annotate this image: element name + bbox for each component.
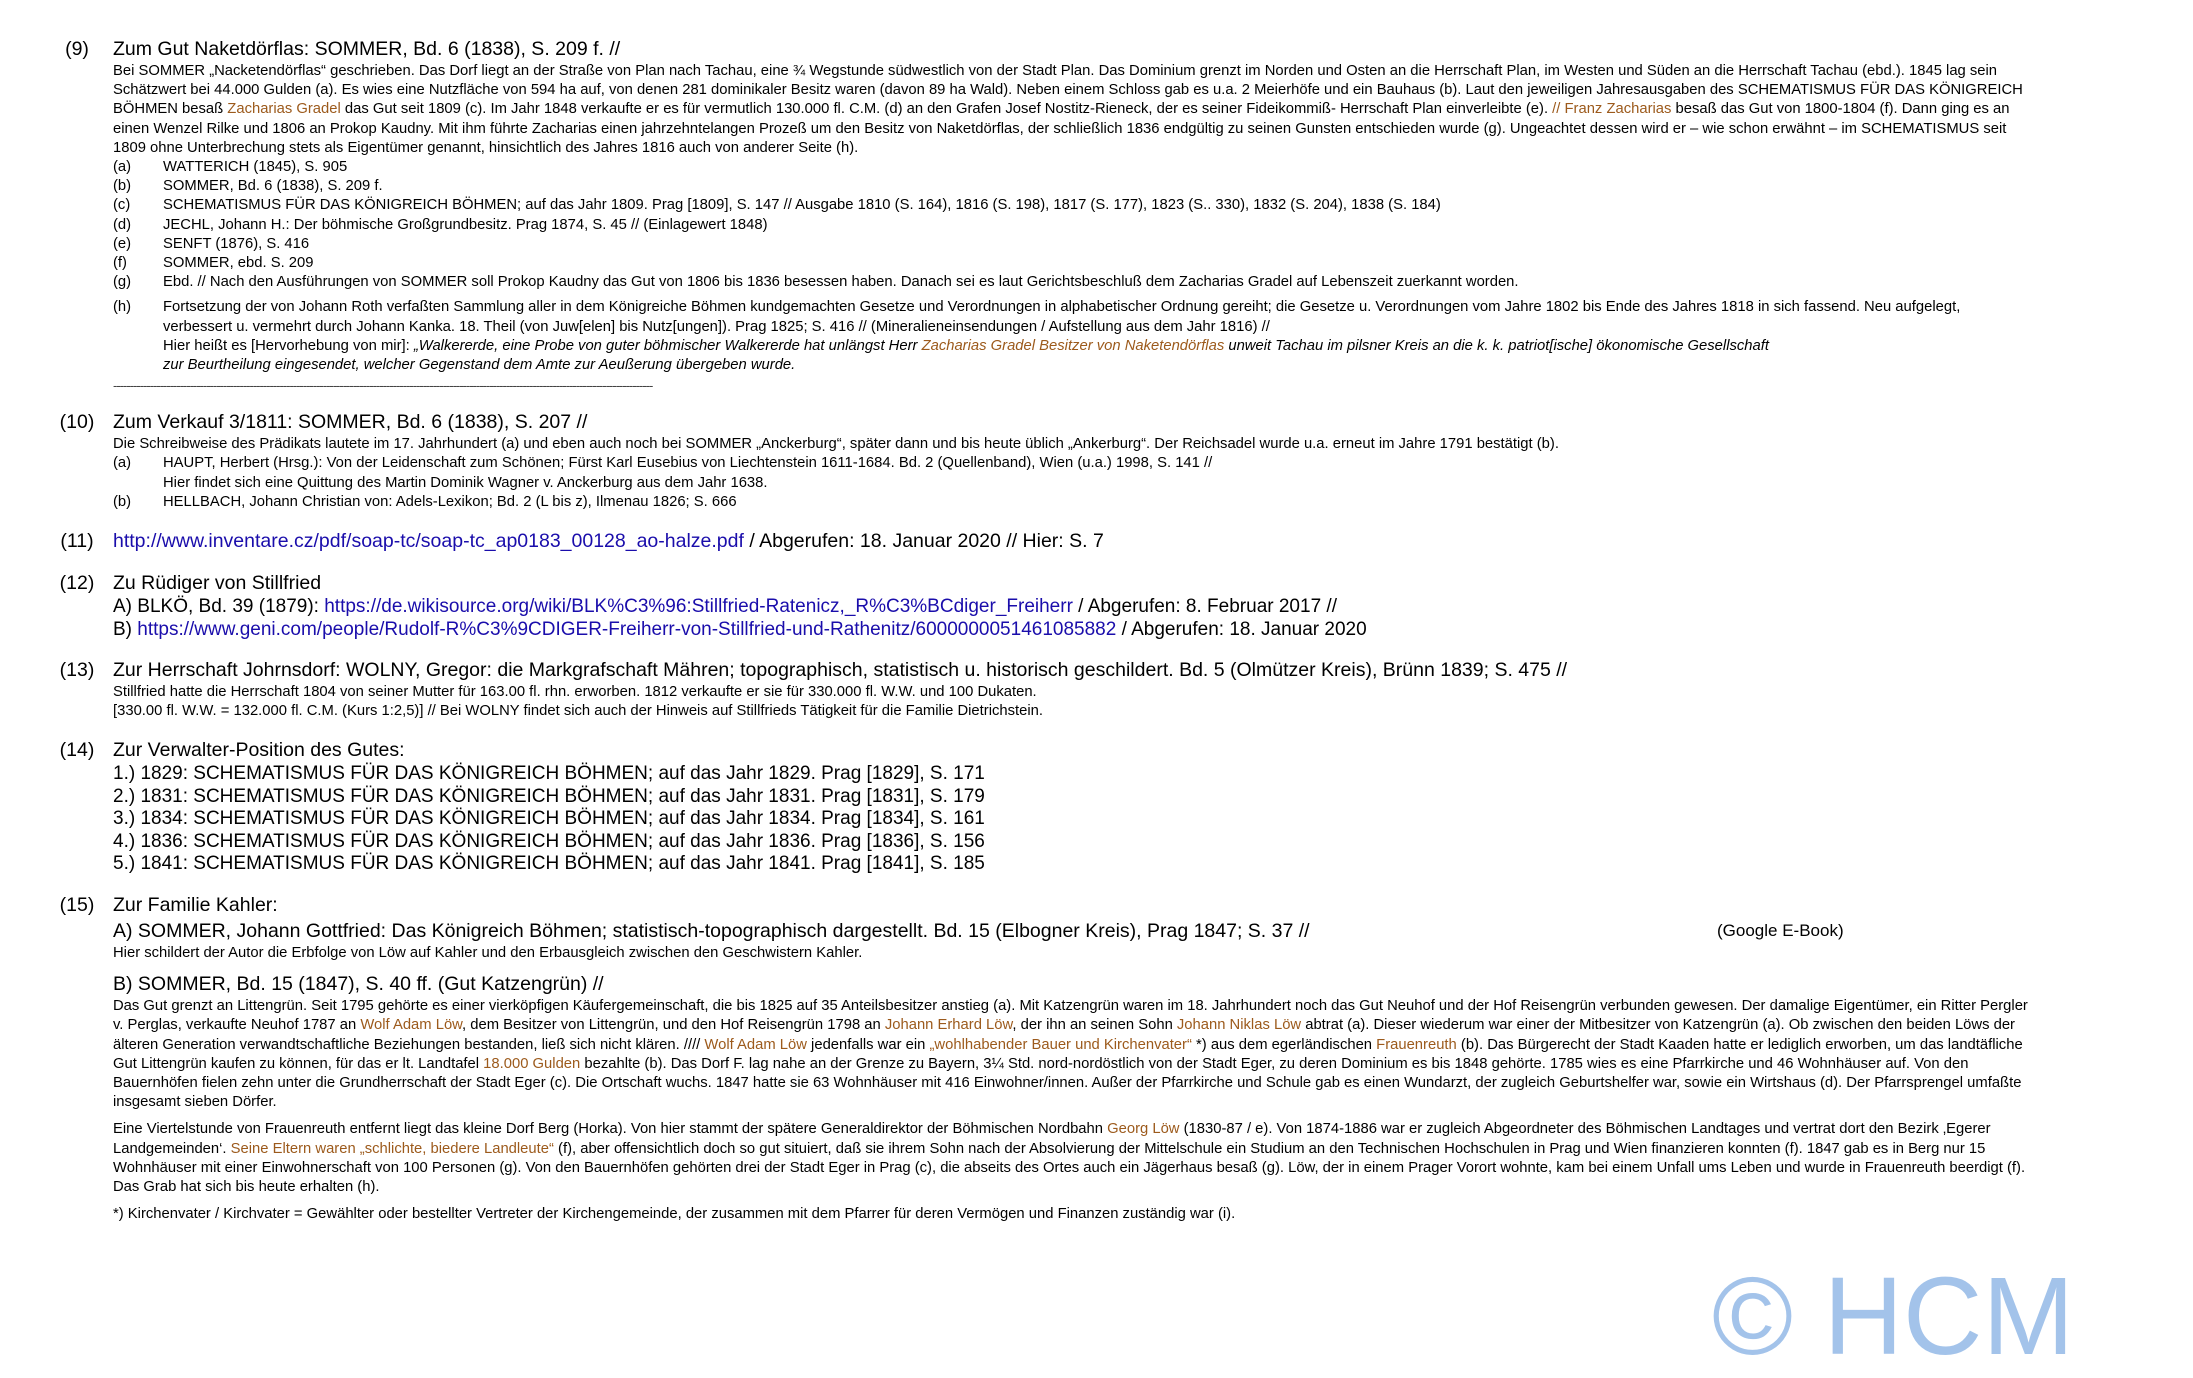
person-name: // Franz Zacharias bbox=[1552, 101, 1672, 118]
note-paragraph: Die Schreibweise des Prädikats lautete im 17. Jahrhundert (a) und eben auch noch bei SOMMER „Anckerburg“, später dann und bis heute üblich „Ankerburg“. Der Reichsadel wurde u.a. erneut im Jahre 1791 bestätigt (b). bbox=[113, 436, 1559, 453]
note-number: (10) bbox=[59, 411, 95, 434]
note-paragraph: Das Gut grenzt an Littengrün. Seit 1795 gehörte es einer vierköpfigen Käufergemeinschaft, die bis 1825 auf 35 Anteilsbesitzer anstieg (a). Mit Katzengrün waren im 18. Jahrhundert noch das Gut Neuhof und der Hof Reisengrün verbunden gewesen. Der damalige Eigentümer, ein Ritter Pergler v. Perglas, verkaufte Neuhof 1787 an Wolf Adam Löw, dem Besitzer von Littengrün, und den Hof Reisengrün 1798 an Johann Erhard Löw, der ihn an seinen Sohn Johann Niklas Löw abtrat (a). Dieser wiederum war einer der Mitbesitzer von Katzengrün (a). Ob zwischen den beiden Löws der älteren Generation verwandtschaftliche Beziehungen bestanden, ließ sich nicht klären. //// Wolf Adam Löw jedenfalls war ein „wohlhabender Bauer und Kirchenvater“ *) aus dem egerländischen Frauenreuth (b). Das Bürgerecht der Stadt Kaaden hatte er lediglich erworben, um das landtäfliche Gut Littengrün kaufen zu können, für das er lt. Landtafel 18.000 Gulden bezahlte (b). Das Dorf F. lag nahe an der Grenze zu Bayern, 3¼ Std. nord-nordöstlich von der Stadt Eger, zu deren Dominium es bis 1848 gehörte. 1785 wies es eine Pfarrkirche und 46 Wohnhäuser auf. Von den Bauernhöfen fielen zehn unter die Grundherrschaft der Stadt Eger (c). Die Ortschaft wuchs. 1847 hatte sie 63 Wohnhäuser mit 416 Einwohner/innen. Außer der Pfarrkirche und Schule gab es einen Wundarzt, der zugleich Geburtshelfer war, sowie ein Wirtshaus (d). Der Pfarrsprengel umfaßte insgesamt sieben Dörfer. bbox=[113, 998, 2028, 1111]
reference-text: Fortsetzung der von Johann Roth verfaßten Sammlung aller in dem Königreiche Böhmen kundgemachten Gesetze und Verordnungen in alphabetischer Ordnung gereiht; die Gesetze u. Verordnungen vom Jahre 1802 bis Ende des Jahres 1818 in sich fassend. Neu aufgelegt, verbessert u. vermehrt durch Johann Kanka. 18. Theil (von Juw[elen] bis Nutz[ungen]). Prag 1825; S. 416 // (Mineralieneinsendungen / Aufstellung aus dem Jahr 1816) // bbox=[163, 299, 1961, 335]
reference-item: (b) SOMMER, Bd. 6 (1838), S. 209 f. bbox=[113, 178, 383, 195]
source-line: A) BLKÖ, Bd. 39 (1879): https://de.wikisource.org/wiki/BLK%C3%96:Stillfried-Ratenicz,_R%C3%BCdiger_Freiherr / Abgerufen: 8. Februar 2017 // bbox=[113, 596, 1337, 618]
reference-item: (h) Fortsetzung der von Johann Roth verfaßten Sammlung aller in dem Königreiche Böhmen kundgemachten Gesetze und Verordnungen in alphabetischer Ordnung gereiht; die Gesetze u. Verordnungen vom Jahre 1802 bis Ende des Jahres 1818 in sich fassend. Neu aufgelegt, verbessert u. vermehrt durch Johann Kanka. 18. Theil (von Juw[elen] bis Nutz[ungen]). Prag 1825; S. 416 // (Mineralieneinsendungen / Aufstellung aus dem Jahr 1816) // Hier heißt es [Hervorhebung von mir]: „Walkererde, eine Probe von guter böhmischer Walkererde hat unlängst Herr Zacharias Gradel Besitzer von Naketendörflas unweit Tachau im pilsner Kreis an die k. k. patriot[ische] ökonomische Gesellschaft zur Beurtheilung eingesendet, welcher Gegenstand dem Amte zur Aeußerung übergeben wurde. bbox=[113, 299, 1961, 374]
list-item: 5.) 1841: SCHEMATISMUS FÜR DAS KÖNIGREICH BÖHMEN; auf das Jahr 1841. Prag [1841], S. 185 bbox=[113, 853, 985, 875]
person-name: Zacharias Gradel bbox=[227, 101, 341, 118]
note-11: (11) http://www.inventare.cz/pdf/soap-tc/soap-tc_ap0183_00128_ao-halze.pdf / Abgerufen: 18. Januar 2020 // Hier: S. 7 bbox=[0, 528, 2193, 554]
subsource-heading: B) SOMMER, Bd. 15 (1847), S. 40 ff. (Gut Katzengrün) // bbox=[113, 973, 604, 996]
reference-item: (a) HAUPT, Herbert (Hrsg.): Von der Leidenschaft zum Schönen; Fürst Karl Eusebius von Liechtenstein 1611-1684. Bd. 2 (Quellenband), Wien (u.a.) 1998, S. 141 // bbox=[113, 455, 1213, 472]
reference-item: (a) WATTERICH (1845), S. 905 bbox=[113, 159, 348, 176]
note-paragraph: Bei SOMMER „Nacketendörflas“ geschrieben. Das Dorf liegt an der Straße von Plan nach Tachau, eine ¾ Wegstunde südwestlich von der Stadt Plan. Das Dominium grenzt im Norden und Osten an die Herrschaft Plan, im Westen und Süden an die Herrschaft Tachau (ebd.). 1845 lag sein Schätzwert bei 44.000 Gulden (a). Es wies eine Nutzfläche von 594 ha auf, von denen 281 dominikaler Besitz waren (davon 89 ha Wald). Neben einem Schloss gab es u.a. 2 Meierhöfe und ein Bauhaus (b). Laut den jeweiligen Jahresausgaben des SCHEMATISMUS FÜR DAS KÖNIGREICH BÖHMEN besaß Zacharias Gradel das Gut seit 1809 (c). Im Jahr 1848 verkaufte er es für vermutlich 130.000 fl. C.M. (d) an den Grafen Josef Nostitz-Rieneck, der es seiner Fideikommiß- Herrschaft Plan einverleibte (e). // Franz Zacharias besaß das Gut von 1800-1804 (f). Dann ging es an einen Wenzel Rilke und 1806 an Prokop Kaudny. Mit ihm führte Zacharias einen jahrzehntelangen Prozeß um den Besitz von Naketdörflas, der schließlich 1836 endgültig zu seinen Gunsten entschieden wurde (g). Ungeachtet dessen wird er – wie schon erwähnt – im SCHEMATISMUS seit 1809 ohne Unterbrechung stets als Eigentümer genannt, hinsichtlich des Jahres 1816 auch von anderer Seite (h). bbox=[113, 63, 2023, 156]
note-paragraph: Hier schildert der Autor die Erbfolge von Löw auf Kahler und den Erbausgleich zwischen den Geschwistern Kahler. bbox=[113, 944, 863, 961]
note-number: (15) bbox=[59, 893, 95, 916]
reference-item: (c) SCHEMATISMUS FÜR DAS KÖNIGREICH BÖHMEN; auf das Jahr 1809. Prag [1809], S. 147 // Ausgabe 1810 (S. 164), 1816 (S. 198), 1817 (S. 177), 1823 (S.. 330), 1832 (S. 204), 1838 (S. 184) bbox=[113, 197, 1441, 214]
note-14 bbox=[0, 737, 2193, 876]
footnote: *) Kirchenvater / Kirchvater = Gewählter oder bestellter Vertreter der Kirchengemeinde, der zusammen mit dem Pfarrer für deren Vermögen und Finanzen zuständig war (i). bbox=[113, 1206, 1236, 1223]
source-link[interactable]: http://www.inventare.cz/pdf/soap-tc/soap-tc_ap0183_00128_ao-halze.pdf bbox=[113, 530, 744, 553]
person-name: Wolf Adam Löw bbox=[704, 1036, 807, 1053]
quote: „Walkererde, eine Probe von guter böhmischer Walkererde hat unlängst Herr bbox=[413, 337, 922, 354]
note-heading: Zur Verwalter-Position des Gutes: bbox=[113, 739, 405, 762]
source-link[interactable]: https://www.geni.com/people/Rudolf-R%C3%9CDIGER-Freiherr-von-Stillfried-und-Rathenitz/6000000051461085882 bbox=[137, 618, 1117, 640]
note-number: (9) bbox=[65, 38, 89, 60]
list-item: 1.) 1829: SCHEMATISMUS FÜR DAS KÖNIGREICH BÖHMEN; auf das Jahr 1829. Prag [1829], S. 171 bbox=[113, 763, 985, 785]
note-heading: Zur Familie Kahler: bbox=[113, 893, 278, 916]
note-9 bbox=[0, 36, 2193, 393]
place-name: Frauenreuth bbox=[1376, 1036, 1457, 1053]
note-paragraph: Stillfried hatte die Herrschaft 1804 von seiner Mutter für 163.00 fl. rhn. erworben. 1812 verkaufte er sie für 330.000 fl. W.W. und 100 Dukaten. bbox=[113, 684, 1037, 701]
note-number: (13) bbox=[59, 659, 95, 682]
quote: Seine Eltern waren „schlichte, biedere Landleute“ bbox=[230, 1140, 554, 1157]
note-10 bbox=[0, 409, 2193, 512]
person-name: Georg Löw bbox=[1107, 1121, 1180, 1138]
copyright-watermark: © HCM bbox=[1712, 1255, 2075, 1378]
reference-item: (f) SOMMER, ebd. S. 209 bbox=[113, 255, 314, 272]
source-line: B) https://www.geni.com/people/Rudolf-R%C3%9CDIGER-Freiherr-von-Stillfried-und-Rathenitz/6000000051461085882 / Abgerufen: 18. Januar 2020 bbox=[113, 618, 1367, 640]
note-heading: Zur Herrschaft Johrnsdorf: WOLNY, Gregor: die Markgrafschaft Mähren; topographisch, statistisch u. historisch geschildert. Bd. 5 (Olmützer Kreis), Brünn 1839; S. 475 // bbox=[113, 659, 1568, 682]
person-name: Johann Niklas Löw bbox=[1176, 1017, 1302, 1034]
note-paragraph: Eine Viertelstunde von Frauenreuth entfernt liegt das kleine Dorf Berg (Horka). Von hier stammt der spätere Generaldirektor der Böhmischen Nordbahn Georg Löw (1830-87 / e). Von 1874-1886 war er zugleich Abgeordneter des Böhmischen Landtages und vertrat dort den Bezirk ‚Egerer Landgemeinden‘. Seine Eltern waren „schlichte, biedere Landleute“ (f), aber offensichtlich doch so gut situiert, daß sie ihrem Sohn nach der Absolvierung der Mittelschule ein Studium an den Technischen Hochschulen in Prag und Wien finanzieren konnten (f). 1847 gab es in Berg nur 15 Wohnhäuser mit einer Einwohnerschaft von 100 Personen (g). Von den Bauernhöfen gehörten drei der Stadt Eger in Prag (c), die abseits des Ortes auch ein Jägerhaus besaß (g). Löw, der in einem Prager Vorort wohnte, kam bei einem Unfall ums Leben und wurde in Frauenreuth beerdigt (f). Das Grab hat sich bis heute erhalten (h). bbox=[113, 1121, 2026, 1195]
person-name: Johann Erhard Löw bbox=[884, 1017, 1013, 1034]
list-item: 4.) 1836: SCHEMATISMUS FÜR DAS KÖNIGREICH BÖHMEN; auf das Jahr 1836. Prag [1836], S. 156 bbox=[113, 830, 985, 852]
document bbox=[0, 36, 2193, 1240]
quote: „wohlhabender Bauer und Kirchenvater“ bbox=[929, 1036, 1192, 1053]
person-name: Zacharias Gradel Besitzer von Naketendörflas bbox=[921, 337, 1225, 354]
note-heading: Zum Verkauf 3/1811: SOMMER, Bd. 6 (1838), S. 207 // bbox=[113, 411, 588, 434]
note-15 bbox=[0, 892, 2193, 1224]
list-item: 2.) 1831: SCHEMATISMUS FÜR DAS KÖNIGREICH BÖHMEN; auf das Jahr 1831. Prag [1831], S. 179 bbox=[113, 785, 985, 807]
subsource-heading: A) SOMMER, Johann Gottfried: Das Königreich Böhmen; statistisch-topographisch dargestellt. Bd. 15 (Elbogner Kreis), Prag 1847; S. 37 // (Google E-Book) bbox=[113, 919, 1844, 942]
reference-continuation: Hier findet sich eine Quittung des Martin Dominik Wagner v. Anckerburg aus dem Jahr 1638. bbox=[163, 474, 768, 491]
amount: 18.000 Gulden bbox=[483, 1055, 581, 1072]
reference-item: (b) HELLBACH, Johann Christian von: Adels-Lexikon; Bd. 2 (L bis z), Ilmenau 1826; S. 666 bbox=[113, 493, 737, 510]
person-name: Wolf Adam Löw bbox=[360, 1017, 463, 1034]
list-item: 3.) 1834: SCHEMATISMUS FÜR DAS KÖNIGREICH BÖHMEN; auf das Jahr 1834. Prag [1834], S. 161 bbox=[113, 808, 985, 830]
reference-item: (g) Ebd. // Nach den Ausführungen von SOMMER soll Prokop Kaudny das Gut von 1806 bis 1836 besessen haben. Danach sei es laut Gerichtsbeschluß dem Zacharias Gradel auf Lebenszeit zuerkannt worden. bbox=[113, 274, 1519, 291]
google-ebook-label: (Google E-Book) bbox=[1717, 920, 1844, 940]
note-12 bbox=[0, 570, 2193, 641]
note-heading: Zu Rüdiger von Stillfried bbox=[113, 572, 322, 595]
note-paragraph: [330.00 fl. W.W. = 132.000 fl. C.M. (Kurs 1:2,5)] // Bei WOLNY findet sich auch der Hinweis auf Stillfrieds Tätigkeit für die Familie Dietrichstein. bbox=[113, 703, 1043, 720]
note-number: (12) bbox=[59, 572, 95, 595]
source-link[interactable]: https://de.wikisource.org/wiki/BLK%C3%96:Stillfried-Ratenicz,_R%C3%BCdiger_Freiherr bbox=[324, 596, 1073, 618]
note-13 bbox=[0, 657, 2193, 721]
note-number: (14) bbox=[59, 739, 95, 762]
note-heading: Zum Gut Naketdörflas: SOMMER, Bd. 6 (1838), S. 209 f. // bbox=[113, 38, 621, 60]
reference-item: (d) JECHL, Johann H.: Der böhmische Großgrundbesitz. Prag 1874, S. 45 // (Einlagewert 1848) bbox=[113, 216, 768, 233]
note-number: (11) bbox=[60, 530, 94, 553]
reference-item: (e) SENFT (1876), S. 416 bbox=[113, 235, 310, 252]
separator-line: ------------------------------------------------------------------------------------------------------------------------------------------------------------------ bbox=[113, 379, 653, 394]
